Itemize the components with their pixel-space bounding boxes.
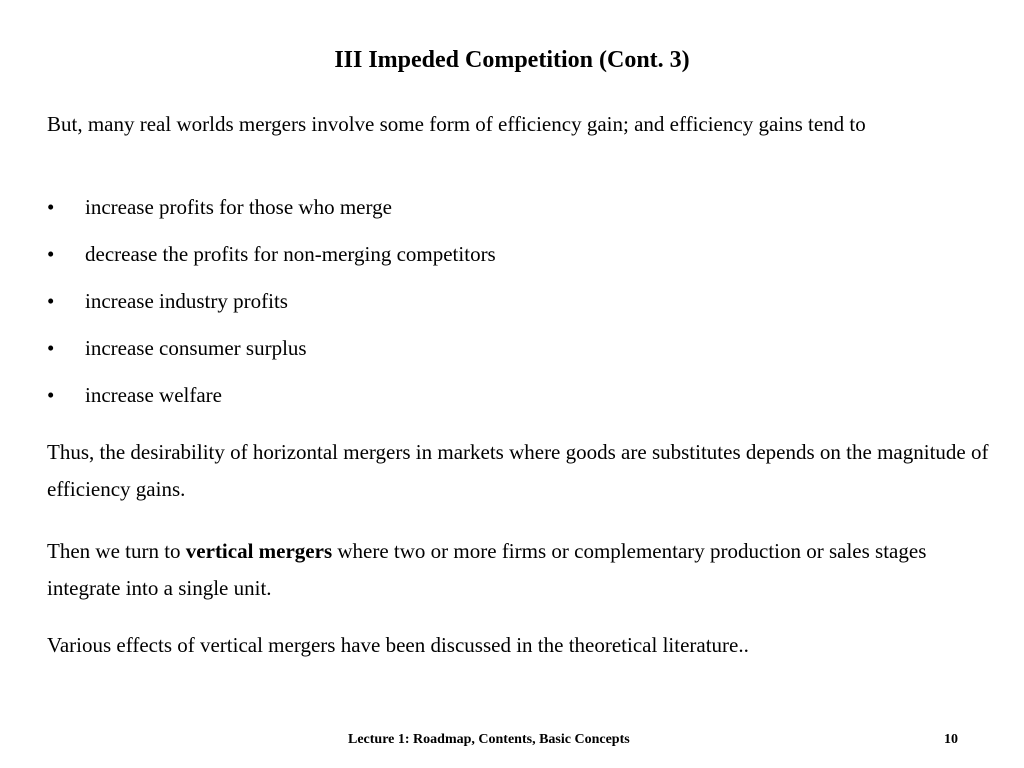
bullet-item: [47, 283, 496, 320]
bullet-text: decrease the profits for non-merging competitors: [85, 242, 496, 266]
bullet-text: increase industry profits: [85, 289, 288, 313]
bullet-list: [47, 189, 496, 424]
bullet-text: increase welfare: [85, 383, 222, 407]
bullet-item: [47, 377, 496, 414]
bullet-text: increase profits for those who merge: [85, 195, 392, 219]
bullet-icon: •: [47, 289, 55, 313]
bullet-icon: •: [47, 242, 55, 266]
then-suffix: where two or more firms or complementary production or sales stages integrate into a single unit.: [47, 539, 927, 600]
bullet-icon: •: [47, 195, 55, 219]
various-effects-paragraph: Various effects of vertical mergers have been discussed in the theoretical literature..: [47, 633, 749, 657]
vertical-mergers-term: vertical mergers: [185, 539, 333, 563]
vertical-mergers-paragraph: [47, 533, 997, 607]
bullet-icon: •: [47, 336, 55, 360]
bullet-text: increase consumer surplus: [85, 336, 307, 360]
thus-paragraph: Thus, the desirability of horizontal mergers in markets where goods are substitutes depends on the magnitude of efficiency gains.: [47, 440, 989, 501]
slide-title: III Impeded Competition (Cont. 3): [334, 47, 690, 73]
intro-paragraph: But, many real worlds mergers involve some form of efficiency gain; and efficiency gains tend to: [47, 112, 866, 136]
page-number: 10: [944, 732, 958, 747]
footer-lecture-title: Lecture 1: Roadmap, Contents, Basic Concepts: [348, 732, 630, 747]
then-prefix: Then we turn to: [47, 539, 186, 563]
bullet-item: [47, 236, 496, 273]
bullet-item: [47, 189, 496, 226]
bullet-item: [47, 330, 496, 367]
bullet-icon: •: [47, 383, 55, 407]
